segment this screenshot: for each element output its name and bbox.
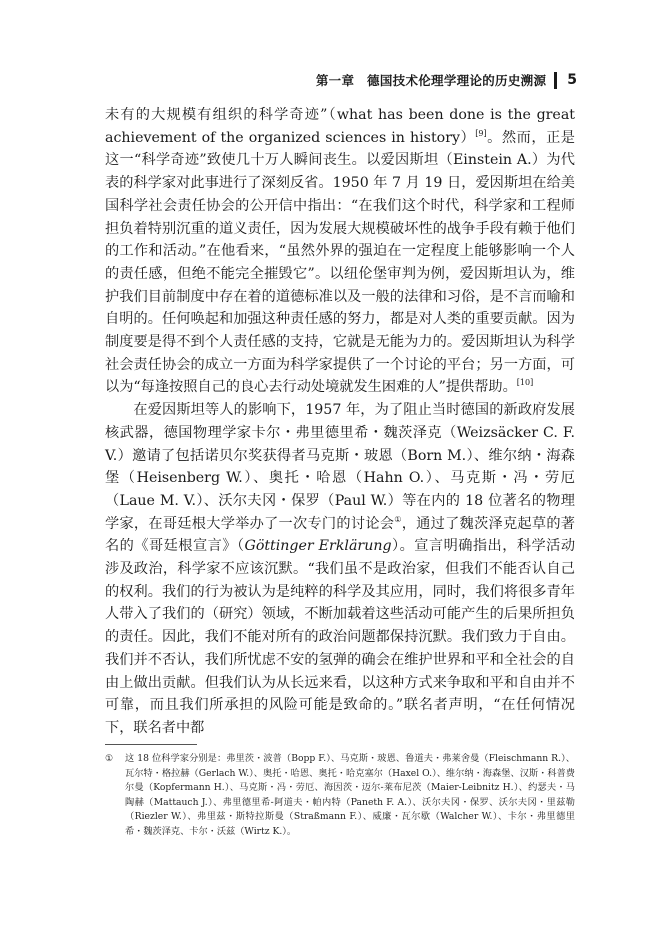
main-text (105, 104, 575, 740)
paragraph (105, 399, 575, 740)
footnote-text: 这 18 位科学家分别是：弗里茨・波普（Bopp F.）、马克斯・玻恩、鲁道夫・弗莱舍曼（Fleischmann R.）、瓦尔特・格拉赫（Gerlach W.）、奥托・哈恩、奥托・哈克塞尔（Haxel O.）、维尔纳・海森堡、汉斯・科普费尔曼（Kopfermann H.）、马克斯・冯・劳厄、海因茨・迈尔-莱布尼茨（Maier-Leibnitz H.）、约瑟夫・马陶赫（Mattauch J.）、弗里德里希-阿道夫・帕内特（Paneth F. A.）、沃尔夫冈・保罗、沃尔夫冈・里兹勒（Riezler W.）、弗里兹・斯特拉斯曼（Straßmann F.）、威廉・瓦尔歇（Walcher W.）、卡尔・弗里德里希・魏茨泽克、卡尔・沃兹（Wirtz K.）。 (125, 753, 575, 837)
citation-mark: ① (394, 514, 402, 524)
footnote-mark: ① (105, 753, 114, 764)
citation-mark: [9] (475, 128, 487, 138)
footnote (105, 752, 575, 840)
page-number: 5 (567, 72, 577, 88)
citation-mark: [10] (516, 378, 534, 388)
text-run: 未有的大规模有组织的科学奇迹”（what has been done is the great achievement of the organized sciences in history） (105, 107, 575, 146)
text-run: ，通过了魏茨泽克起草的著名的《哥廷根宣言》（ (105, 515, 575, 555)
footnote-separator (105, 744, 197, 745)
header-divider-bar (554, 72, 557, 89)
text-run: ）。宣言明确指出，科学活动涉及政治，科学家不应该沉默。“我们虽不是政治家，但我们不能否认自己的权利。我们的行为被认为是纯粹的科学及其应用，同时，我们将很多青年人带入了我们的（研究）领域，不断加载着这些活动可能产生的后果所担负的责任。因此，我们不能对所有的政治问题都保持沉默。我们致力于自由。我们并不否认，我们所忧虑不安的氢弹的确会在维护世界和平和全社会的自由上做出贡献。但我们认为从长远来看，以这种方式来争取和平和自由并不可靠，而且我们所承担的风险可能是致命的。”联名者声明，“在任何情况下，联名者中都 (105, 538, 576, 736)
chapter-title: 第一章 德国技术伦理学理论的历史溯源 (315, 73, 547, 88)
paragraph (105, 104, 575, 399)
running-header (104, 66, 577, 94)
text-run: 在爱因斯坦等人的影响下，1957 年，为了阻止当时德国的新政府发展核武器，德国物理学家卡尔・弗里德里希・魏茨泽克（Weizsäcker C. F. V.）邀请了包括诺贝尔奖获得者马克斯・玻恩（Born M.）、维尔纳・海森堡（Heisenberg W.）、奥托・哈恩（Hahn O.）、马克斯・冯・劳厄（Laue M. V.）、沃尔夫冈・保罗（Paul W.）等在内的 18 位著名的物理学家，在哥廷根大学举办了一次专门的讨论会 (105, 402, 575, 532)
italic-title: Göttinger Erklärung (244, 538, 392, 555)
text-run: 。然而，正是这一“科学奇迹”致使几十万人瞬间丧生。以爱因斯坦（Einstein A.）为代表的科学家对此事进行了深刻反省。1950 年 7 月 19 日，爱因斯坦在给美国科学社会责任协会的公开信中指出：“在我们这个时代，科学家和工程师担负着特别沉重的道义责任，因为发展大规模破坏性的战争手段有赖于他们的工作和活动。”在他看来，“虽然外界的强迫在一定程度上能够影响一个人的责任感，但绝不能完全摧毁它”。以纽伦堡审判为例，爱因斯坦认为，维护我们目前制度中存在着的道德标准以及一般的法律和习俗，是不言而喻和自明的。任何唤起和加强这种责任感的努力，都是对人类的重要贡献。因为制度要是得不到个人责任感的支持，它就是无能为力的。爱因斯坦认为科学社会责任协会的成立一方面为科学家提供了一个讨论的平台；另一方面，可以为“每逢按照自己的良心去行动处境就发生困难的人”提供帮助。 (105, 129, 575, 396)
